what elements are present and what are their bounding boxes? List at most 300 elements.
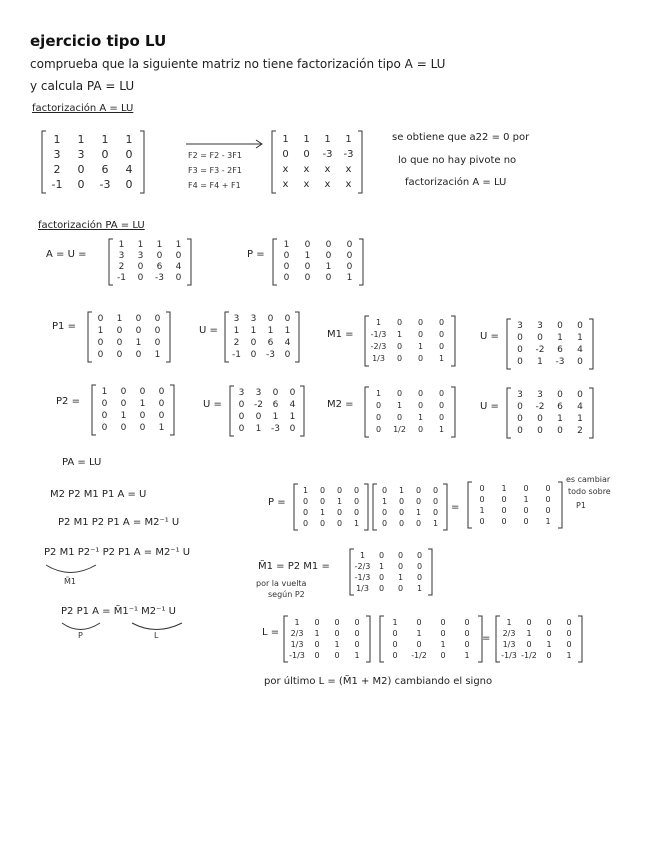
matrix-cell: 1 [255,424,262,434]
matrix-cell: 0 [517,345,523,355]
matrix-cell: 0 [438,413,445,422]
intro-line-2: y calcula PA = LU [30,79,135,93]
matrix-cell: 1 [438,425,445,434]
matrix-cell: 0 [440,651,446,660]
matrix-cell: 1 [523,495,529,504]
matrix-cell: 0 [381,519,388,528]
matrix-cell: 0 [238,400,245,410]
matrix-cell: -1/2 [521,651,537,660]
matrix-cell: 1 [289,412,296,422]
matrix-cell: 0 [378,551,385,560]
matrix-cell: -3 [343,149,354,160]
matrix-cell: 0 [139,387,146,397]
matrix-cell: 0 [523,506,529,515]
matrix-cell: 3 [77,148,85,161]
matrix-cell: 0 [137,262,144,272]
matrix-cell: 0 [283,251,290,261]
matrix-cell: 0 [289,424,296,434]
matrix-cell: 1 [294,618,300,627]
matrix-cell: 0 [97,350,104,360]
matrix-cell: 0 [398,519,405,528]
matrix-cell: x [324,164,331,175]
side-note-line: todo sobre [568,487,611,496]
matrix-cell: 0 [139,411,146,421]
matrix-cell: 0 [537,333,543,343]
matrix-cell: 1 [283,240,290,250]
matrix-cell: 1 [233,326,240,336]
matrix-cell: 0 [283,262,290,272]
matrix-cell: 0 [517,402,523,412]
matrix-cell: 1 [101,387,108,397]
matrix-cell: 0 [438,330,445,339]
matrix-cell: 1 [375,318,382,327]
matrix-cell: 1 [139,399,146,409]
matrix-cell: -2 [254,400,263,410]
matrix-cell: 0 [346,251,353,261]
matrix-cell: 1 [398,486,405,495]
matrix-cell: 0 [416,573,423,582]
matrix-cell: 0 [537,426,543,436]
equation-4: P2 P1 A = M̃1⁻¹ M2⁻¹ U [61,606,176,617]
matrix-cell: 0 [314,640,320,649]
matrix-cell: 0 [303,149,310,160]
matrix-cell: 0 [101,411,108,421]
matrix-cell: 0 [375,413,382,422]
matrix-cell: 0 [545,506,551,515]
matrix-cell: 2 [577,426,583,436]
matrix-cell: 1 [314,629,320,638]
section2-heading: factorización PA = LU [38,220,145,231]
matrix-cell: 1 [396,330,403,339]
matrix-cell: 0 [438,342,445,351]
matrix-cell: 1 [116,314,123,324]
equation-pa-lu: PA = LU [62,457,102,468]
matrix-cell: 0 [319,486,326,495]
matrix-cell: -1/3 [370,330,387,339]
matrix-cell: 1 [381,497,388,506]
matrix-cell: -3 [271,424,280,434]
matrix-cell: 4 [289,400,296,410]
matrix-cell: 0 [116,338,123,348]
matrix-cell: 0 [319,497,326,506]
matrix-cell: 0 [284,350,291,360]
matrix-cell: 0 [120,399,127,409]
equation-4-underbrace-l: L [154,631,159,640]
equation-3-underbrace [46,565,96,573]
matrix-cell: 0 [464,629,470,638]
matrix-cell: -3 [155,273,164,283]
matrix-cell: 0 [397,584,404,593]
matrix-cell: 0 [415,497,422,506]
matrix-cell: 1 [353,519,360,528]
matrix-cell: 3 [537,321,543,331]
matrix-cell: -1/2 [411,651,427,660]
matrix-cell: 0 [156,251,163,261]
matrix-cell: 0 [392,640,398,649]
matrix-cell: 0 [325,240,332,250]
matrix-cell: 0 [398,508,405,517]
matrix-cell: 0 [302,497,309,506]
matrix-cell: -2 [535,345,545,355]
note-line: según P2 [268,590,305,599]
matrix-cell: 0 [238,412,245,422]
matrix-cell: 1 [545,517,551,526]
matrix-cell: 0 [517,333,523,343]
matrix-cell: 0 [464,640,470,649]
matrix-cell: 0 [334,651,340,660]
matrix-cell: 0 [135,314,142,324]
matrix-cell: 3 [118,251,125,261]
matrix-cell: 0 [353,508,360,517]
matrix-cell: 0 [526,640,532,649]
matrix-cell: 0 [125,178,133,191]
matrix-cell: 1 [577,414,583,424]
label-P-product: P = [268,497,286,508]
matrix-cell: 1 [417,342,424,351]
matrix-cell: 0 [396,413,403,422]
matrix-cell: 3 [238,388,245,398]
note-line: se obtiene que a22 = 0 por [392,132,530,143]
label-U-res2: U = [480,401,499,412]
label-U-row2: U = [203,399,222,410]
matrix-cell: 0 [304,240,311,250]
matrix-cell: 4 [577,345,583,355]
matrix-cell: 0 [432,486,439,495]
matrix-cell: 0 [577,321,583,331]
matrix-cell: 1 [334,640,340,649]
matrix-cell: -1/3 [354,573,371,582]
matrix-cell: 0 [397,562,404,571]
matrix-cell: 0 [137,273,144,283]
matrix-cell: 0 [289,388,296,398]
matrix-cell: 0 [523,484,529,493]
matrix-cell: 0 [354,640,360,649]
matrix-cell: 1 [345,134,352,145]
matrix-cell: 0 [398,497,405,506]
matrix-cell: 0 [545,495,551,504]
matrix-cell: 4 [577,402,583,412]
matrix-cell: 0 [396,354,403,363]
matrix-cell: 0 [336,508,343,517]
equation-3: P2 M1 P2⁻¹ P2 P1 A = M2⁻¹ U [44,547,191,558]
matrix-cell: 3 [255,388,262,398]
matrix-cell: 0 [396,342,403,351]
equation-1: M2 P2 M1 P1 A = U [50,489,147,500]
matrix-cell: -1 [117,273,126,283]
matrix-cell: 1 [158,423,165,433]
matrix-cell: 1 [464,651,470,660]
matrix-cell: 0 [501,495,507,504]
matrix-cell: 1 [336,497,343,506]
label-M2: M2 = [327,399,354,410]
matrix-cell: 0 [154,326,161,336]
matrix-cell: 0 [255,412,262,422]
equation-4-underbrace-l-stroke [132,623,182,630]
matrix-cell: 0 [523,517,529,526]
matrix-cell: 0 [396,318,403,327]
matrix-cell: 1 [415,508,422,517]
matrix-cell: 0 [154,314,161,324]
matrix-cell: 3 [250,314,257,324]
matrix-cell: 1 [438,354,445,363]
matrix-cell: 0 [319,519,326,528]
matrix-cell: 0 [282,149,289,160]
matrix-cell: 2/3 [290,629,304,638]
matrix-cell: 0 [250,350,257,360]
matrix-cell: 4 [175,262,182,272]
label-P1: P1 = [52,321,76,332]
matrix-cell: -1 [232,350,241,360]
matrix-cell: 0 [415,486,422,495]
matrix-cell: 4 [125,163,133,176]
matrix-cell: 0 [283,273,290,283]
matrix-cell: 1 [479,506,485,515]
matrix-cell: 0 [392,651,398,660]
matrix-cell: -2 [535,402,545,412]
note-line: por la vuelta [256,579,307,588]
matrix-cell: -1 [51,178,63,191]
section1-heading: factorización A = LU [32,103,134,114]
label-L: L = [262,627,280,638]
matrix-cell: 1 [416,629,422,638]
matrix-cell: 1/3 [356,584,369,593]
matrix-cell: 0 [417,330,424,339]
matrix-cell: 3 [537,390,543,400]
matrix-cell: 0 [397,551,404,560]
matrix-cell: 0 [381,486,388,495]
matrix-cell: 1 [397,573,404,582]
matrix-cell: 0 [175,251,182,261]
matrix-cell: 0 [416,618,422,627]
matrix-cell: 0 [353,486,360,495]
matrix-cell: 1 [303,134,310,145]
matrix-cell: x [345,164,352,175]
matrix-cell: 0 [353,497,360,506]
matrix-cell: 1 [392,618,398,627]
matrix-cell: -3 [322,149,333,160]
matrix-cell: 0 [346,240,353,250]
matrix-cell: 3 [53,148,61,161]
matrix-cell: 0 [479,495,485,504]
matrix-cell: 0 [517,426,523,436]
matrix-cell: 6 [267,338,274,348]
matrix-cell: 0 [440,618,446,627]
matrix-cell: 0 [438,401,445,410]
matrix-cell: 1 [120,411,127,421]
matrix-cell: 1 [125,133,133,146]
matrix-cell: 0 [175,273,182,283]
matrix-cell: 0 [325,251,332,261]
matrix-cell: 0 [116,350,123,360]
matrix-cell: 0 [375,401,382,410]
label-P: P = [247,249,265,260]
matrix-cell: 1 [526,629,532,638]
equation-4-underbrace-p-stroke [62,623,100,630]
matrix-cell: 0 [417,401,424,410]
matrix-cell: 1 [375,389,382,398]
matrix-cell: 1 [319,508,326,517]
matrix-cell: 0 [336,486,343,495]
matrix-cell: 1 [97,326,104,336]
matrix-cell: x [282,179,289,190]
matrix-cell: 0 [440,629,446,638]
matrix-cell: 0 [415,519,422,528]
matrix-cell: 1 [137,240,144,250]
matrix-cell: 1/3 [372,354,385,363]
matrix-cell: -3 [99,178,111,191]
matrix-cell: 1 [359,551,366,560]
matrix-cell: 1/2 [393,425,406,434]
label-P2: P2 = [56,396,80,407]
matrix-cell: 0 [334,629,340,638]
matrix-cell: 1 [154,350,161,360]
matrix-cell: 0 [392,629,398,638]
matrix-cell: 0 [346,262,353,272]
equals-sign: = [451,502,460,513]
label-M1: M1 = [327,329,354,340]
matrix-cell: 0 [501,506,507,515]
matrix-cell: 0 [154,338,161,348]
matrix-cell: 0 [302,519,309,528]
matrix-cell: 0 [158,387,165,397]
matrix-cell: 0 [302,508,309,517]
side-note-line: es cambiar [566,475,611,484]
matrix-cell: 2 [118,262,125,272]
note-line: factorización A = LU [405,177,507,188]
matrix-cell: 1 [396,401,403,410]
matrix-cell: 0 [417,318,424,327]
matrix-cell: x [345,179,352,190]
matrix-cell: 1 [324,134,331,145]
matrix-cell: 0 [432,497,439,506]
row-op-arrow [186,140,262,148]
matrix-cell: 0 [77,163,85,176]
matrix-cell: 0 [125,148,133,161]
matrix-cell: 2/3 [502,629,516,638]
matrix-cell: 1 [506,618,512,627]
matrix-cell: 0 [354,618,360,627]
matrix-cell: 0 [416,551,423,560]
matrix-cell: 0 [416,640,422,649]
matrix-cell: 0 [517,414,523,424]
matrix-cell: 3 [233,314,240,324]
matrix-cell: 0 [101,399,108,409]
matrix-cell: 0 [77,178,85,191]
matrix-cell: 4 [284,338,291,348]
matrix-cell: 0 [354,629,360,638]
label-U-res1: U = [480,331,499,342]
matrix-cell: 1 [417,413,424,422]
matrix-cell: 3 [137,251,144,261]
side-note-line: P1 [576,501,586,510]
matrix-cell: 0 [284,314,291,324]
matrix-cell: 1 [135,338,142,348]
final-note: por último L = (M̃1 + M2) cambiando el signo [264,676,493,687]
matrix-cell: 1 [77,133,85,146]
matrix-cell: 0 [417,425,424,434]
matrix-cell: 0 [438,389,445,398]
equals-sign-L: = [482,633,491,644]
matrix-cell: 1 [354,651,360,660]
matrix-cell: 1/3 [290,640,304,649]
matrix-cell: 0 [479,517,485,526]
matrix-cell: x [282,164,289,175]
row-op: F3 = F3 - 2F1 [188,166,242,175]
intro-line-1: comprueba que la siguiente matriz no tiene factorización tipo A = LU [30,57,446,71]
matrix-cell: 0 [566,618,572,627]
matrix-cell: 0 [537,414,543,424]
matrix-cell: 0 [517,357,523,367]
matrix-cell: 1 [440,640,446,649]
matrix-cell: 0 [546,629,552,638]
matrix-cell: 1 [546,640,552,649]
matrix-cell: 0 [334,618,340,627]
matrix-cell: 6 [272,400,279,410]
matrix-cell: 0 [546,618,552,627]
matrix-cell: 0 [120,423,127,433]
matrix-cell: -2/3 [370,342,387,351]
matrix-cell: 0 [479,484,485,493]
matrix-cell: 0 [250,338,257,348]
matrix-cell: 1 [537,357,543,367]
matrix-cell: 0 [304,262,311,272]
matrix-cell: 0 [120,387,127,397]
matrix-cell: 0 [438,318,445,327]
matrix-cell: 0 [557,390,563,400]
matrix-cell: 0 [375,425,382,434]
label-A-eq-U: A = U = [46,249,87,260]
matrix-cell: 0 [267,314,274,324]
matrix-cell: 2 [53,163,61,176]
matrix-cell: -3 [266,350,275,360]
equation-2: P2 M1 P2 P1 A = M2⁻¹ U [58,517,180,528]
matrix-cell: 0 [158,411,165,421]
equation-4-underbrace-p: P [78,631,83,640]
matrix-cell: 1 [557,414,563,424]
matrix-cell: 0 [378,584,385,593]
matrix-cell: 0 [238,424,245,434]
matrix-cell: 0 [557,321,563,331]
matrix-cell: 0 [158,399,165,409]
matrix-cell: 0 [378,573,385,582]
matrix-cell: 0 [557,426,563,436]
matrix-cell: 1 [267,326,274,336]
matrix-cell: 0 [381,508,388,517]
matrix-cell: 0 [97,314,104,324]
matrix-cell: 1 [432,519,439,528]
matrix-cell: x [303,179,310,190]
matrix-cell: 1 [175,240,182,250]
matrix-cell: 0 [417,389,424,398]
matrix-cell: 1 [118,240,125,250]
note-line: lo que no hay pivote no [398,155,517,166]
label-M1-tilde: M̃1 = P2 M1 = [258,561,330,572]
matrix-cell: -3 [555,357,565,367]
matrix-cell: 1 [378,562,385,571]
matrix-cell: 1/3 [502,640,516,649]
matrix-cell: 6 [557,402,563,412]
matrix-cell: 2 [233,338,240,348]
matrix-cell: 0 [139,423,146,433]
matrix-cell: 0 [116,326,123,336]
matrix-cell: 0 [304,273,311,283]
matrix-cell: 1 [53,133,61,146]
matrix-cell: 0 [417,354,424,363]
page-title: ejercicio tipo LU [30,32,167,50]
matrix-cell: 1 [272,412,279,422]
matrix-cell: 0 [464,618,470,627]
matrix-cell: -1/3 [501,651,517,660]
